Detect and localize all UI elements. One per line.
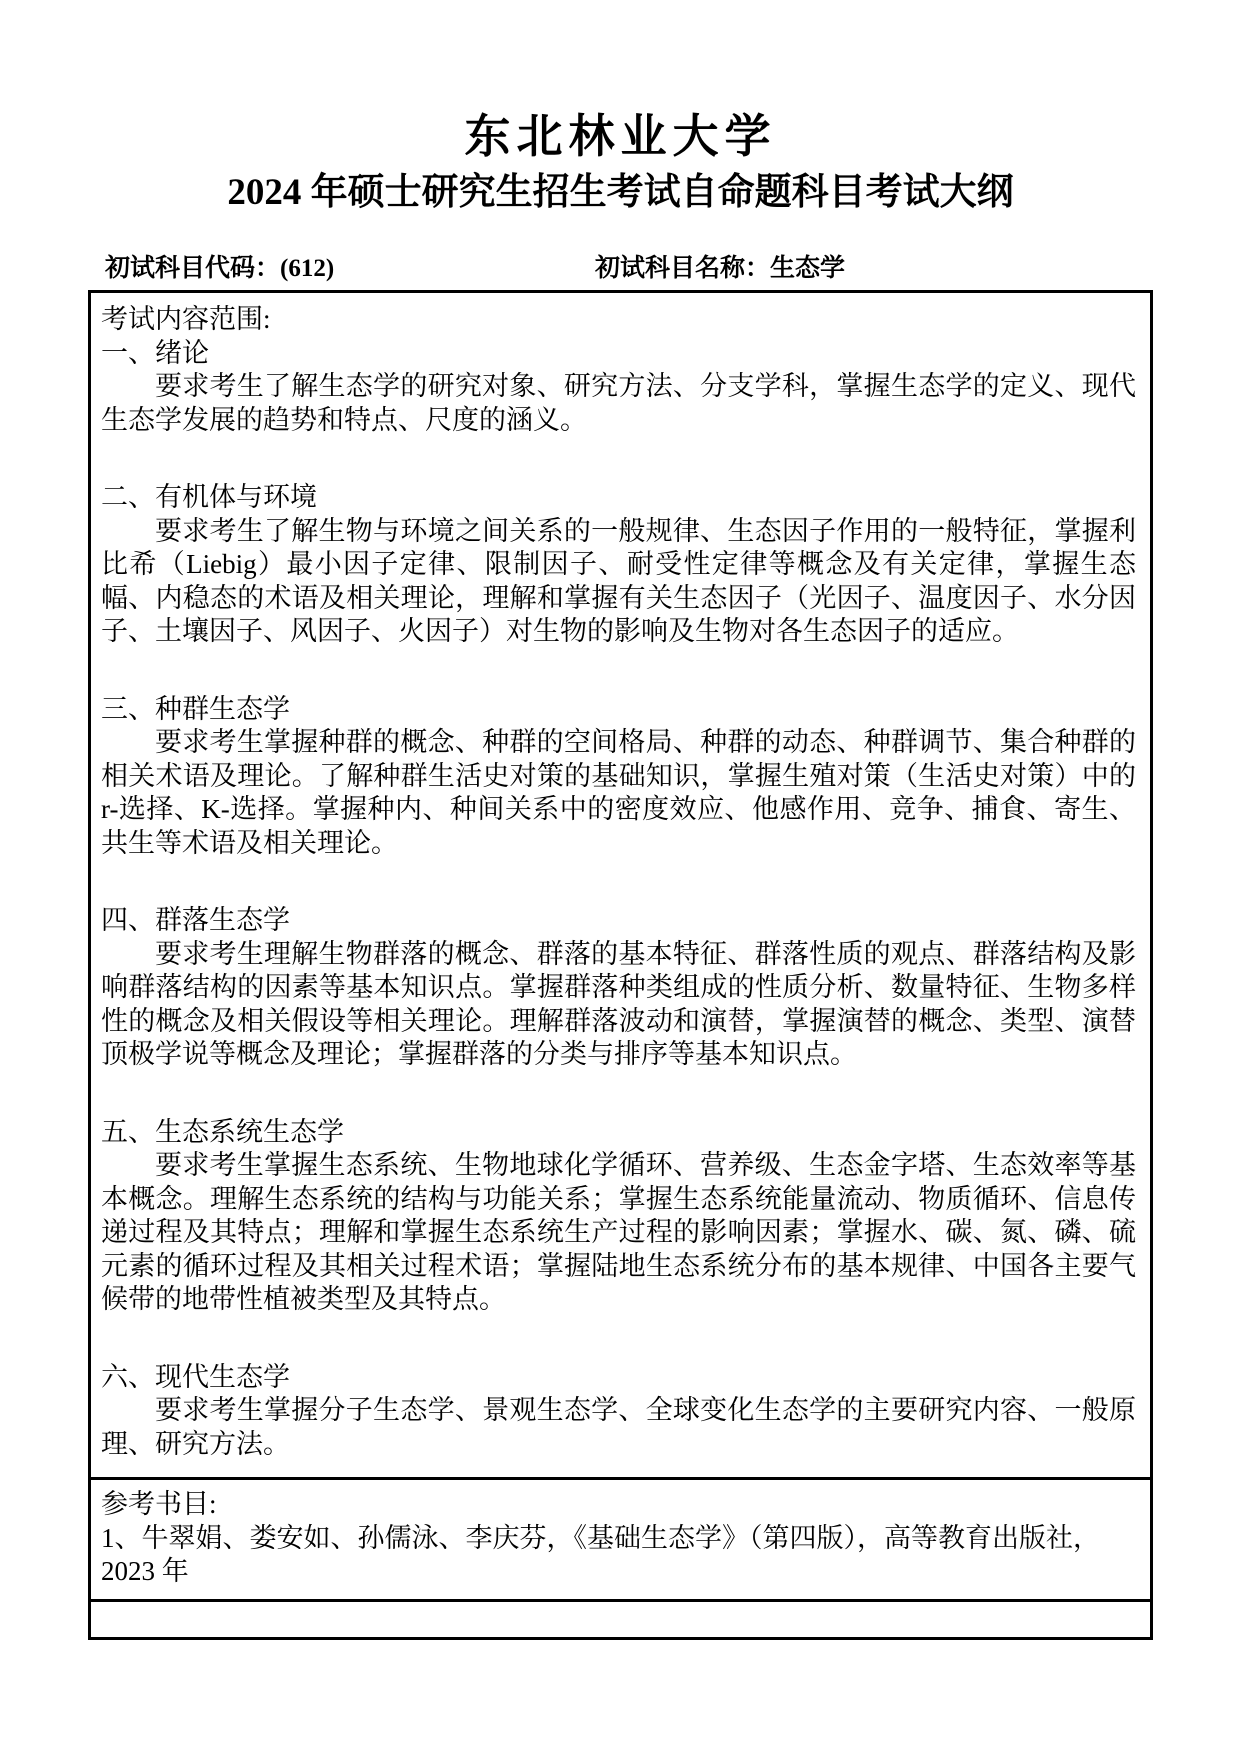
- section-heading: 四、群落生态学: [101, 905, 290, 935]
- section-heading: 三、种群生态学: [101, 693, 290, 724]
- subject-info-line: [88, 254, 1153, 284]
- exam-content-box: [88, 290, 1153, 1480]
- section-body: 要求考生掌握生态系统、生物地球化学循环、营养级、生态金字塔、生态效率等基本概念。理解生态系统的结构与功能关系；掌握生态系统能量流动、物质循环、信息传递过程及其特点；理解和掌握生态系统生产过程的影响因素；掌握水、碳、氮、磷、硫元素的循环过程及其相关过程术语；掌握陆地生态系统分布的基本规律、中国各主要气候带的地带性植被类型及其特点。: [101, 1150, 1136, 1314]
- university-title: 东北林业大学: [464, 111, 777, 162]
- section-organism-environment: [101, 481, 1136, 649]
- document-title: 2024 年硕士研究生招生考试自命题科目考试大纲: [227, 172, 1014, 213]
- section-body: 要求考生理解生物群落的概念、群落的基本特征、群落性质的观点、群落结构及影响群落结构的因素等基本知识点。掌握群落种类组成的性质分析、数量特征、生物多样性的概念及相关假设等相关理论。理解群落波动和演替，掌握演替的概念、类型、演替顶极学说等概念及理论；掌握群落的分类与排序等基本知识点。: [101, 938, 1136, 1069]
- section-heading: 六、现代生态学: [101, 1361, 290, 1392]
- section-modern-ecology: [101, 1361, 1136, 1462]
- reference-label: 参考书目:: [101, 1489, 217, 1519]
- section-body: 要求考生掌握分子生态学、景观生态学、全球变化生态学的主要研究内容、一般原理、研究方法。: [101, 1395, 1136, 1459]
- section-introduction: [101, 337, 1136, 438]
- section-body: 要求考生掌握种群的概念、种群的空间格局、种群的动态、种群调节、集合种群的相关术语及理论。了解种群生活史对策的基础知识，掌握生殖对策（生活史对策）中的r-选择、K-选择。掌握种内、种间关系中的密度效应、他感作用、竞争、捕食、寄生、共生等术语及相关理论。: [101, 727, 1136, 858]
- section-population-ecology: [101, 693, 1136, 861]
- section-body: 要求考生了解生态学的研究对象、研究方法、分支学科，掌握生态学的定义、现代生态学发展的趋势和特点、尺度的涵义。: [101, 371, 1136, 435]
- section-heading: 一、绪论: [101, 337, 209, 368]
- subject-name-label: 初试科目名称：生态学: [595, 255, 846, 282]
- section-body: 要求考生了解生物与环境之间关系的一般规律、生态因子作用的一般特征，掌握利比希（Liebig）最小因子定律、限制因子、耐受性定律等概念及有关定律，掌握生态幅、内稳态的术语及相关理论，理解和掌握有关生态因子（光因子、温度因子、水分因子、土壤因子、风因子、火因子）对生物的影响及生物对各生态因子的适应。: [101, 515, 1136, 646]
- section-heading: 二、有机体与环境: [101, 482, 317, 512]
- section-community-ecology: [101, 904, 1136, 1072]
- section-ecosystem-ecology: [101, 1116, 1136, 1317]
- reference-box: [88, 1480, 1153, 1602]
- scope-label: 考试内容范围:: [101, 304, 271, 334]
- reference-item: 1、牛翠娟、娄安如、孙儒泳、李庆芬，《基础生态学》（第四版），高等教育出版社，2023 年: [101, 1522, 1100, 1586]
- empty-row: [88, 1602, 1153, 1640]
- section-heading: 五、生态系统生态学: [101, 1116, 344, 1147]
- subject-code-label: 初试科目代码：(612): [105, 255, 335, 282]
